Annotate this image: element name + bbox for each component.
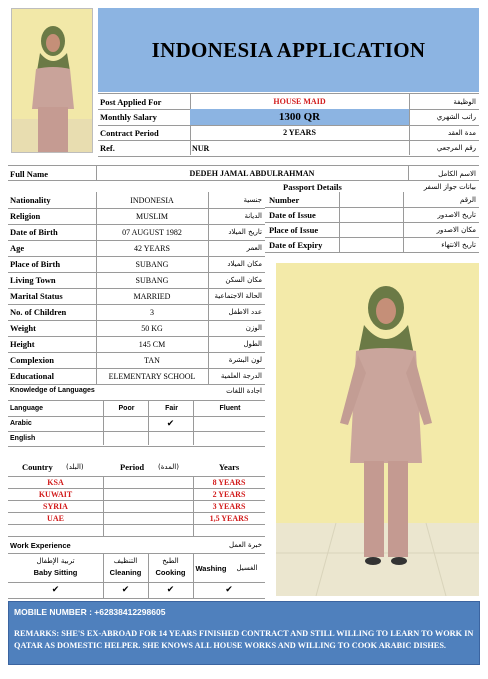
personal-arabic: الديانة (244, 212, 262, 220)
post-label: Post Applied For (100, 96, 162, 107)
person-full-figure-icon (276, 263, 479, 596)
personal-value: INDONESIA (130, 195, 174, 205)
period-header-arabic: (المدة) (158, 463, 179, 471)
full-name-value: DEDEH JAMAL ABDULRAHMAN (189, 169, 315, 178)
country-header: Country (22, 462, 53, 472)
mobile-number: MOBILE NUMBER : +62838412298605 (14, 607, 166, 617)
skill-label: Washing (195, 563, 227, 573)
skill-arabic: الغسيل (236, 564, 258, 572)
personal-label: Weight (10, 323, 36, 333)
personal-arabic: مكان الميلاد (227, 260, 262, 268)
personal-value: 3 (150, 307, 154, 317)
post-value: HOUSE MAID (273, 97, 326, 106)
personal-arabic: مكان السكن (225, 276, 262, 284)
passport-field-label: Number (269, 194, 300, 205)
language-fluent-check (193, 431, 265, 446)
contract-arabic: مدة العقد (448, 128, 476, 137)
personal-arabic: جنسية (243, 196, 262, 204)
language-fluent-check (193, 416, 265, 431)
personal-label: No. of Children (10, 307, 67, 317)
experience-years: 8 YEARS (212, 477, 246, 487)
experience-years: 3 YEARS (212, 501, 246, 511)
work-experience-section (8, 538, 265, 598)
full-name-label: Full Name (10, 168, 49, 179)
experience-country: KSA (47, 477, 64, 487)
languages-section (8, 383, 265, 445)
language-name: English (10, 435, 36, 442)
personal-arabic: الدرجة العلمية (220, 372, 262, 380)
passport-field-label: Place of Issue (269, 224, 319, 235)
passport-field-label: Date of Issue (269, 209, 316, 220)
personal-label: Marital Status (10, 291, 63, 301)
personal-value: MARRIED (133, 291, 171, 301)
passport-field-label: Date of Expiry (269, 239, 323, 250)
personal-arabic: تاريخ الميلاد (228, 228, 262, 236)
personal-value: TAN (144, 355, 160, 365)
full-name-row (8, 165, 479, 181)
top-fields-table (98, 93, 479, 155)
personal-label: Place of Birth (10, 259, 61, 269)
remarks-text: REMARKS: SHE'S EX-ABROAD FOR 14 YEARS FINISHED CONTRACT AND STILL WILLING TO LEARN TO WORK IN QATAR AS DOMESTIC HELPER. SHE KNOWS ALL HOUSE WORKS AND WILLING TO COOK ARABIC DISHES. (14, 629, 474, 650)
footer-panel (8, 601, 480, 665)
skill-label: Baby Sitting (33, 568, 78, 577)
personal-arabic: عدد الاطفل (228, 308, 262, 316)
personal-arabic: الحالة الاجتماعية (214, 292, 262, 300)
personal-value: 50 KG (141, 323, 163, 333)
experience-country: UAE (47, 513, 64, 523)
salary-arabic: راتب الشهري (436, 113, 476, 121)
passport-details (265, 181, 479, 254)
skill-arabic: تربية الإطفال (36, 556, 75, 565)
personal-label: Complexion (10, 355, 54, 365)
years-header: Years (218, 462, 240, 472)
ref-arabic: رقم المرجعي (436, 144, 476, 152)
language-header: Fair (165, 405, 178, 412)
header-banner (98, 8, 479, 92)
post-arabic: الوظيفة (453, 97, 476, 106)
skill-label: Cleaning (109, 568, 142, 577)
contract-value: 2 YEARS (283, 128, 316, 137)
page-title: INDONESIA APPLICATION (151, 37, 426, 62)
salary-value: 1300 QR (190, 109, 409, 125)
language-header: Language (10, 405, 44, 412)
personal-label: Religion (10, 211, 41, 221)
personal-value: 07 AUGUST 1982 (122, 227, 182, 237)
experience-years: 1,5 YEARS (209, 513, 249, 523)
languages-title: Knowledge of Languages (10, 387, 95, 394)
full-name-arabic: الاسم الكامل (438, 169, 476, 178)
personal-value: SUBANG (135, 259, 169, 269)
experience-country: KUWAIT (38, 489, 73, 499)
salary-label: Monthly Salary (100, 112, 157, 122)
personal-value: MUSLIM (135, 211, 168, 221)
language-fair-check: ✔ (166, 418, 175, 429)
language-header: Fluent (219, 405, 241, 412)
personal-details-table (8, 192, 265, 384)
country-header-arabic: (البلد) (66, 463, 84, 471)
personal-value: 42 YEARS (134, 243, 170, 253)
skill-label: Cooking (155, 568, 186, 577)
passport-field-arabic: تاريخ الاصدور (437, 210, 476, 219)
passport-title: Passport Details (283, 181, 342, 192)
personal-label: Nationality (10, 195, 51, 205)
languages-title-arabic: اجادة اللغات (226, 386, 262, 395)
personal-label: Height (10, 339, 35, 349)
skill-arabic: الطبخ (162, 556, 179, 565)
contract-label: Contract Period (100, 127, 159, 138)
portrait-photo-small (11, 8, 93, 153)
language-fair-check (148, 431, 193, 446)
passport-field-arabic: مكان الاصدور (436, 225, 476, 234)
experience-country: SYRIA (43, 501, 68, 511)
personal-value: SUBANG (135, 275, 169, 285)
experience-years: 2 YEARS (212, 489, 246, 499)
personal-arabic: الطول (243, 340, 262, 348)
ref-value: NUR (192, 143, 210, 153)
personal-arabic: لون البشرة (228, 356, 262, 364)
period-header: Period (120, 462, 145, 472)
language-name: Arabic (10, 420, 32, 427)
skill-arabic: التنظيف (113, 556, 138, 565)
skill-check: ✔ (51, 585, 60, 595)
work-experience-title-arabic: خبرة العمل (229, 541, 262, 549)
language-poor-check (103, 431, 148, 446)
personal-arabic: الوزن (245, 324, 262, 332)
personal-arabic: العمر (246, 244, 262, 252)
personal-value: 145 CM (138, 339, 166, 349)
personal-value: ELEMENTARY SCHOOL (108, 371, 196, 381)
skill-check: ✔ (166, 585, 175, 595)
personal-label: Educational (10, 371, 54, 381)
passport-field-arabic: تاريخ الانتهاء (441, 240, 476, 249)
work-experience-title: Work Experience (10, 540, 71, 550)
passport-field-arabic: الرقم (460, 195, 476, 204)
language-header: Poor (118, 405, 135, 412)
personal-label: Living Town (10, 275, 56, 285)
ref-label: Ref. (100, 143, 115, 153)
personal-label: Age (10, 243, 25, 253)
person-figure-icon (12, 9, 92, 152)
skill-check: ✔ (225, 585, 233, 595)
experience-table (8, 458, 265, 536)
language-poor-check (103, 416, 148, 431)
personal-label: Date of Birth (10, 227, 58, 237)
passport-title-arabic: بيانات جواز السفر (423, 182, 476, 191)
skill-check: ✔ (121, 585, 130, 595)
portrait-photo-large (276, 263, 479, 596)
